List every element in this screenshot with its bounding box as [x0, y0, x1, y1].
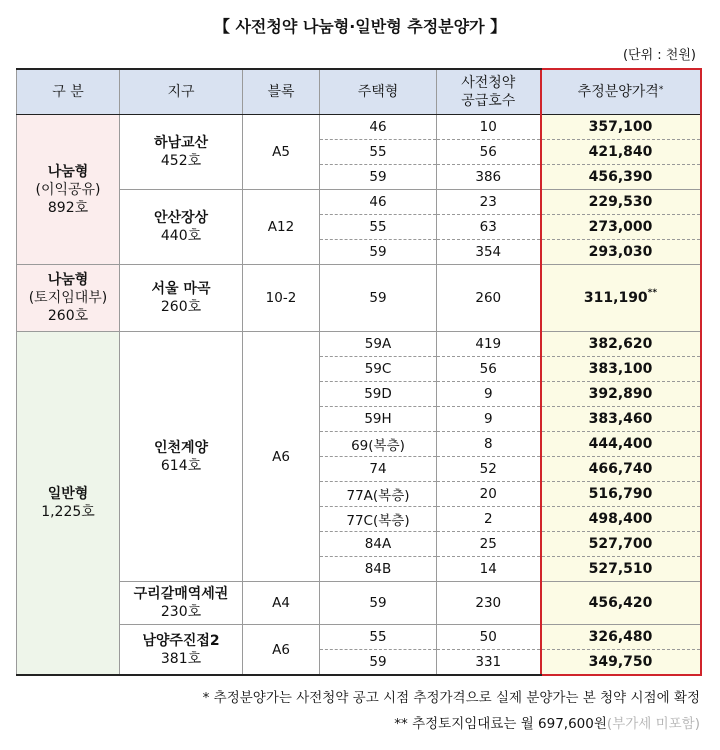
price-cell: 383,460: [541, 407, 701, 432]
type-cell: 46: [320, 190, 437, 215]
table-row: [17, 625, 701, 650]
type-cell: 77C(복층): [320, 507, 437, 532]
footnote-2-main: ** 추정토지임대료는 월 697,600원: [394, 716, 607, 732]
header-supply: [437, 69, 541, 115]
supply-cell: 56: [437, 140, 541, 165]
price-mark: **: [647, 288, 658, 298]
block-cell: A4: [243, 582, 320, 625]
price-cell: 466,740: [541, 457, 701, 482]
district-name: 인천계양: [153, 439, 209, 456]
footnote-1: * 추정분양가는 사전청약 공고 시점 추정가격으로 실제 분양가는 본 청약 시점에 확정: [202, 690, 700, 706]
header-supply-line2: 공급호수: [461, 93, 516, 109]
price-cell: 383,100: [541, 357, 701, 382]
supply-cell: 260: [437, 265, 541, 332]
district-name: 구리갈매역세권: [133, 586, 229, 602]
type-cell: 59D: [320, 382, 437, 407]
district-count: 230호: [160, 604, 202, 620]
type-cell: 46: [320, 115, 437, 140]
header-row: [17, 69, 701, 115]
supply-cell: 52: [437, 457, 541, 482]
price-table: [16, 68, 702, 676]
district-count: 614호: [160, 457, 202, 474]
header-price-label: 추정분양가격: [577, 84, 659, 100]
supply-cell: 8: [437, 432, 541, 457]
supply-cell: 386: [437, 165, 541, 190]
district-cell: [120, 625, 243, 676]
price-cell: 516,790: [541, 482, 701, 507]
header-type: 주택형: [320, 69, 437, 115]
district-name: 서울 마곡: [151, 281, 211, 297]
footnote-2: [0, 712, 700, 732]
district-cell: [120, 332, 243, 582]
supply-cell: 9: [437, 407, 541, 432]
district-cell: [120, 582, 243, 625]
price-cell: [541, 265, 701, 332]
type-cell: 74: [320, 457, 437, 482]
type-cell: 59: [320, 165, 437, 190]
group-subtitle: (토지임대부): [28, 290, 108, 306]
group-count: 260호: [47, 308, 89, 324]
table-title: 【 사전청약 나눔형·일반형 추정분양가 】: [213, 17, 507, 36]
supply-cell: 419: [437, 332, 541, 357]
header-block: 블록: [243, 69, 320, 115]
group-cell: [17, 265, 120, 332]
type-cell: 59: [320, 240, 437, 265]
footnote-2-tail: (부가세 미포함): [606, 716, 700, 732]
price-cell: 456,390: [541, 165, 701, 190]
district-cell: [120, 115, 243, 190]
district-count: 452호: [160, 153, 202, 169]
price-value: 311,190: [583, 290, 648, 306]
type-cell: 59: [320, 265, 437, 332]
group-cell: [17, 332, 120, 676]
header-category: 구 분: [17, 69, 120, 115]
supply-cell: 25: [437, 532, 541, 557]
header-price: [541, 69, 701, 115]
district-name: 남양주진접2: [142, 632, 220, 649]
price-cell: 421,840: [541, 140, 701, 165]
type-cell: 59H: [320, 407, 437, 432]
supply-cell: 230: [437, 582, 541, 625]
table-row: [17, 190, 701, 215]
unit-label: (단위 : 천원): [622, 48, 696, 63]
type-cell: 77A(복층): [320, 482, 437, 507]
group-name: 일반형: [47, 486, 89, 502]
price-cell: 293,030: [541, 240, 701, 265]
price-cell: 326,480: [541, 625, 701, 650]
group-name: 나눔형: [47, 272, 89, 288]
table-row: [17, 265, 701, 332]
price-cell: 382,620: [541, 332, 701, 357]
block-cell: A12: [243, 190, 320, 265]
supply-cell: 63: [437, 215, 541, 240]
price-cell: 456,420: [541, 582, 701, 625]
price-cell: 498,400: [541, 507, 701, 532]
type-cell: 59: [320, 650, 437, 676]
district-name: 하남교산: [153, 135, 209, 151]
district-count: 440호: [160, 228, 202, 244]
block-cell: 10-2: [243, 265, 320, 332]
type-cell: 59: [320, 582, 437, 625]
district-count: 381호: [160, 650, 202, 667]
type-cell: 84A: [320, 532, 437, 557]
price-cell: 527,510: [541, 557, 701, 582]
supply-cell: 56: [437, 357, 541, 382]
district-name: 안산장상: [153, 210, 209, 226]
header-price-mark: *: [658, 85, 664, 95]
price-cell: 527,700: [541, 532, 701, 557]
price-cell: 273,000: [541, 215, 701, 240]
block-cell: A5: [243, 115, 320, 190]
table-row: [17, 332, 701, 357]
group-count: 1,225호: [41, 504, 95, 520]
price-cell: 444,400: [541, 432, 701, 457]
supply-cell: 23: [437, 190, 541, 215]
type-cell: 55: [320, 625, 437, 650]
header-supply-line1: 사전청약: [461, 75, 516, 91]
district-cell: [120, 190, 243, 265]
table-row: [17, 115, 701, 140]
supply-cell: 331: [437, 650, 541, 676]
group-cell: [17, 115, 120, 265]
price-cell: 392,890: [541, 382, 701, 407]
type-cell: 55: [320, 140, 437, 165]
supply-cell: 50: [437, 625, 541, 650]
district-cell: [120, 265, 243, 332]
price-cell: 229,530: [541, 190, 701, 215]
supply-cell: 2: [437, 507, 541, 532]
supply-cell: 9: [437, 382, 541, 407]
type-cell: 55: [320, 215, 437, 240]
supply-cell: 20: [437, 482, 541, 507]
table-row: [17, 582, 701, 625]
header-district: 지구: [120, 69, 243, 115]
price-cell: 357,100: [541, 115, 701, 140]
group-subtitle: (이익공유): [35, 181, 101, 198]
supply-cell: 14: [437, 557, 541, 582]
block-cell: A6: [243, 332, 320, 582]
group-count: 892호: [47, 199, 89, 216]
price-cell: 349,750: [541, 650, 701, 676]
type-cell: 84B: [320, 557, 437, 582]
supply-cell: 10: [437, 115, 541, 140]
type-cell: 69(복층): [320, 432, 437, 457]
supply-cell: 354: [437, 240, 541, 265]
block-cell: A6: [243, 625, 320, 676]
type-cell: 59A: [320, 332, 437, 357]
type-cell: 59C: [320, 357, 437, 382]
group-name: 나눔형: [47, 163, 89, 180]
district-count: 260호: [160, 299, 202, 315]
